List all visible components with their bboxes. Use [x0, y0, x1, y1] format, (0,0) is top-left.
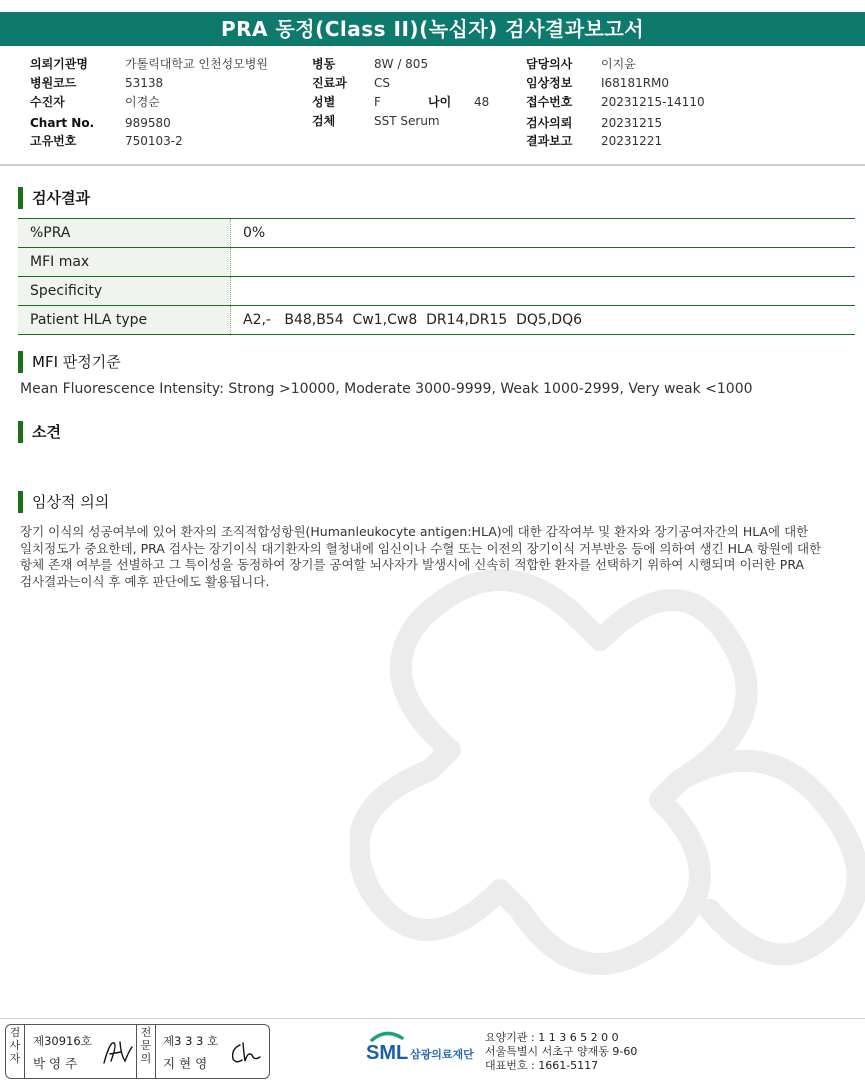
signature-box [5, 1024, 270, 1079]
age-value: 48 [474, 95, 490, 109]
specimen-label: 검체 [312, 114, 336, 128]
report-title: PRA 동정(Class II)(녹십자) 검사결과보고서 [0, 12, 865, 46]
org-line: 요양기관 : 1 1 3 6 5 2 0 0 [485, 1031, 619, 1044]
sex-label: 성별 [312, 95, 336, 109]
result-value [231, 248, 856, 277]
request-date-value: 20231215 [601, 116, 663, 130]
unique-id-label: 고유번호 [30, 134, 77, 148]
age-label: 나이 [428, 95, 452, 109]
department-value: CS [374, 76, 390, 90]
section-opinion-heading: 소견 [18, 421, 61, 443]
table-row [18, 306, 855, 335]
examiner-role-label: 검사자 [6, 1025, 25, 1079]
chart-no-label: Chart No. [30, 116, 95, 130]
result-value [231, 277, 856, 306]
doctor-license-no: 제3 3 3 호 [163, 1034, 219, 1048]
table-row [18, 248, 855, 277]
request-date-label: 검사의뢰 [526, 116, 573, 130]
result-value: 0% [231, 219, 856, 248]
unique-id-value: 750103-2 [125, 134, 183, 148]
ward-label: 병동 [312, 57, 336, 71]
mfi-criteria-text: Mean Fluorescence Intensity: Strong >10000, Moderate 3000-9999, Weak 1000-2999, Very weak <1000 [20, 381, 753, 397]
clinical-info-label: 임상정보 [526, 76, 573, 90]
footer-divider [0, 1018, 865, 1019]
clinical-line: 검사결과는이식 후 예후 판단에도 활용됩니다. [20, 573, 270, 589]
table-row [18, 219, 855, 248]
specimen-value: SST Serum [374, 114, 440, 128]
hospital-code-label: 병원코드 [30, 76, 77, 90]
clinical-line: 항체 존재 여부를 선별하고 그 특이성을 동정하여 장기를 공여할 뇌사자가 발생시에 신속히 적합한 환자를 선택하기 위하여 시행되며 이러한 PRA [20, 557, 805, 572]
sml-logo-icon [364, 1030, 480, 1070]
examiner-license-no: 제30916호 [33, 1034, 92, 1048]
clinical-line: 장기 이식의 성공여부에 있어 환자의 조직적합성항원(Humanleukocyte antigen:HLA)에 대한 감작여부 및 환자와 장기공여자간의 HLA에 대한 [20, 524, 809, 539]
clinical-significance-text [20, 524, 850, 590]
section-results-heading: 검사결과 [18, 187, 90, 209]
receipt-no-label: 접수번호 [526, 95, 573, 109]
physician-label: 담당의사 [526, 57, 573, 71]
doctor-name: 지 현 영 [163, 1056, 208, 1071]
result-label: MFI max [18, 248, 231, 277]
result-label: Patient HLA type [18, 306, 231, 335]
org-line: 대표번호 : 1661-5117 [485, 1059, 599, 1072]
institution-value: 가톨릭대학교 인천성모병원 [125, 57, 268, 71]
institution-label: 의뢰기관명 [30, 57, 88, 71]
header-divider [0, 164, 865, 166]
patient-value: 이경순 [125, 95, 160, 109]
result-label: Specificity [18, 277, 231, 306]
report-date-label: 결과보고 [526, 134, 573, 148]
clinical-line: 일치정도가 중요한데, PRA 검사는 장기이식 대기환자의 혈청내에 임신이나 수혈 또는 이전의 장기이식 거부반응 등에 의하여 생긴 HLA 항원에 대한 [20, 540, 822, 556]
report-date-value: 20231221 [601, 134, 663, 148]
patient-label: 수진자 [30, 95, 65, 109]
doctor-signature-icon [228, 1039, 264, 1067]
result-value: A2,- B48,B54 Cw1,Cw8 DR14,DR15 DQ5,DQ6 [231, 306, 856, 335]
logo-text: SML [366, 1042, 409, 1064]
physician-value: 이지윤 [601, 57, 636, 71]
table-row [18, 277, 855, 306]
department-label: 진료과 [312, 76, 347, 90]
results-table [18, 218, 855, 335]
examiner-name: 박 영 주 [33, 1056, 78, 1071]
chart-no-value: 989580 [125, 116, 171, 130]
foundation-name: 삼광의료재단 [410, 1048, 474, 1061]
section-clinical-heading: 임상적 의의 [18, 491, 109, 513]
organization-info [485, 1031, 637, 1073]
hospital-code-value: 53138 [125, 76, 164, 90]
clinical-info-value: I68181RM0 [601, 76, 670, 90]
doctor-role-label: 전문의 [137, 1025, 156, 1079]
org-line: 서울특별시 서초구 양재동 9-60 [485, 1045, 638, 1058]
patient-info-grid [0, 55, 865, 155]
result-label: %PRA [18, 219, 231, 248]
sex-value: F [374, 95, 381, 109]
ward-value: 8W / 805 [374, 57, 429, 71]
receipt-no-value: 20231215-14110 [601, 95, 705, 109]
section-mfi-heading: MFI 판정기준 [18, 351, 121, 373]
examiner-signature-icon [101, 1037, 135, 1069]
